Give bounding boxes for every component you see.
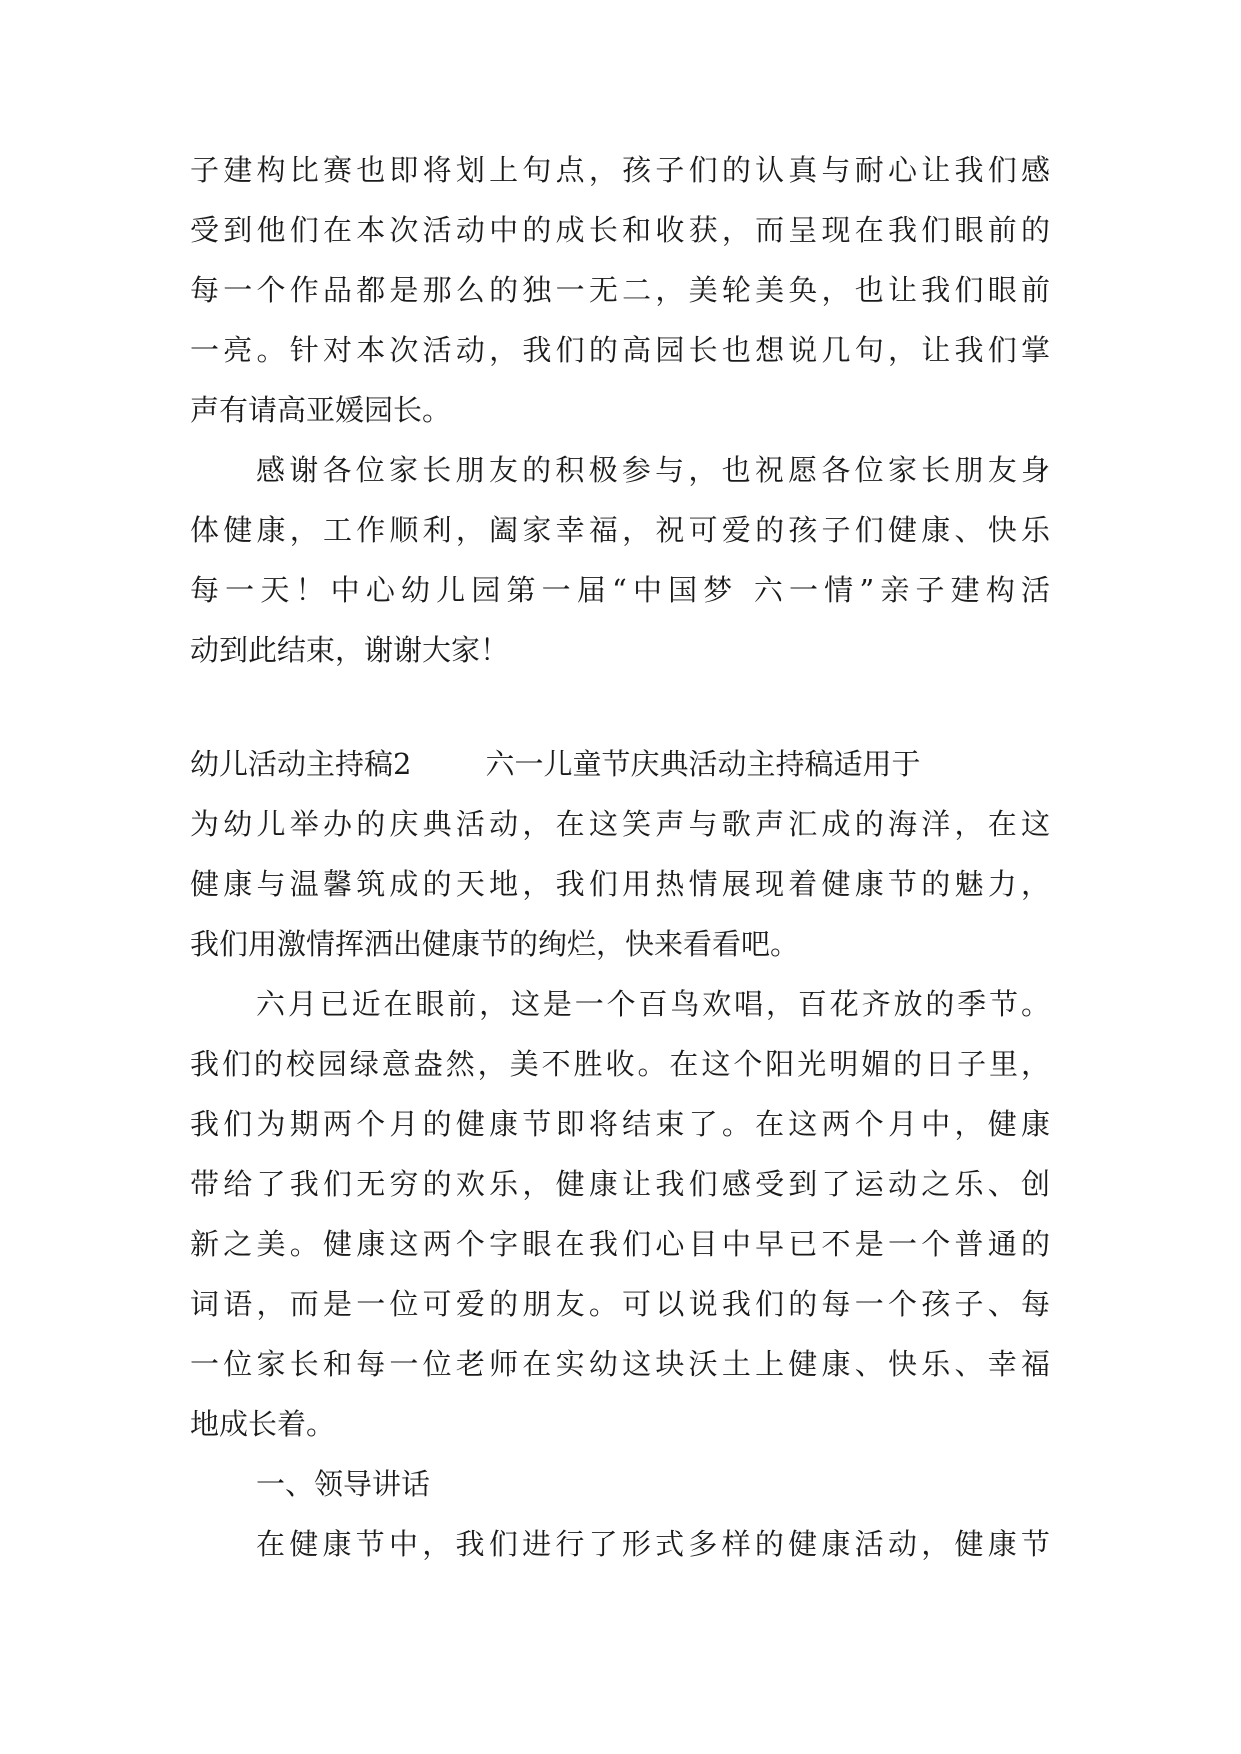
- text-line: 为幼儿举办的庆典活动，在这笑声与歌声汇成的海洋，在这: [190, 807, 1050, 841]
- section-heading: 幼儿活动主持稿2: [190, 747, 412, 781]
- text-line: 带给了我们无穷的欢乐，健康让我们感受到了运动之乐、创: [190, 1167, 1050, 1201]
- text-line: 每一天！中心幼儿园第一届“中国梦 六一情”亲子建构活: [190, 573, 1050, 607]
- text-line: 一亮。针对本次活动，我们的高园长也想说几句，让我们掌: [190, 333, 1050, 367]
- text-line: 地成长着。: [190, 1407, 336, 1441]
- text-line: 我们的校园绿意盎然，美不胜收。在这个阳光明媚的日子里，: [190, 1047, 1050, 1081]
- text-line: 六月已近在眼前，这是一个百鸟欢唱，百花齐放的季节。: [256, 987, 1050, 1021]
- text-line: 体健康，工作顺利，阖家幸福，祝可爱的孩子们健康、快乐: [190, 513, 1050, 547]
- subheading: 一、领导讲话: [256, 1467, 431, 1501]
- text-line: 动到此结束，谢谢大家！: [190, 633, 510, 667]
- text-line: 感谢各位家长朋友的积极参与，也祝愿各位家长朋友身: [256, 453, 1050, 487]
- text-line: 在健康节中，我们进行了形式多样的健康活动，健康节: [256, 1527, 1050, 1561]
- text-line: 每一个作品都是那么的独一无二，美轮美奂，也让我们眼前: [190, 273, 1050, 307]
- text-line: 我们用激情挥洒出健康节的绚烂，快来看看吧。: [190, 927, 800, 961]
- text-line: 六一儿童节庆典活动主持稿适用于: [485, 747, 921, 781]
- text-line: 词语，而是一位可爱的朋友。可以说我们的每一个孩子、每: [190, 1287, 1050, 1321]
- text-line: 子建构比赛也即将划上句点，孩子们的认真与耐心让我们感: [190, 153, 1050, 187]
- text-line: 我们为期两个月的健康节即将结束了。在这两个月中，健康: [190, 1107, 1050, 1141]
- text-line: 新之美。健康这两个字眼在我们心目中早已不是一个普通的: [190, 1227, 1050, 1261]
- text-line: 声有请高亚媛园长。: [190, 393, 452, 427]
- text-line: 一位家长和每一位老师在实幼这块沃土上健康、快乐、幸福: [190, 1347, 1050, 1381]
- section-heading-line: [190, 744, 1050, 784]
- text-line: 受到他们在本次活动中的成长和收获，而呈现在我们眼前的: [190, 213, 1050, 247]
- text-line: 健康与温馨筑成的天地，我们用热情展现着健康节的魅力，: [190, 867, 1050, 901]
